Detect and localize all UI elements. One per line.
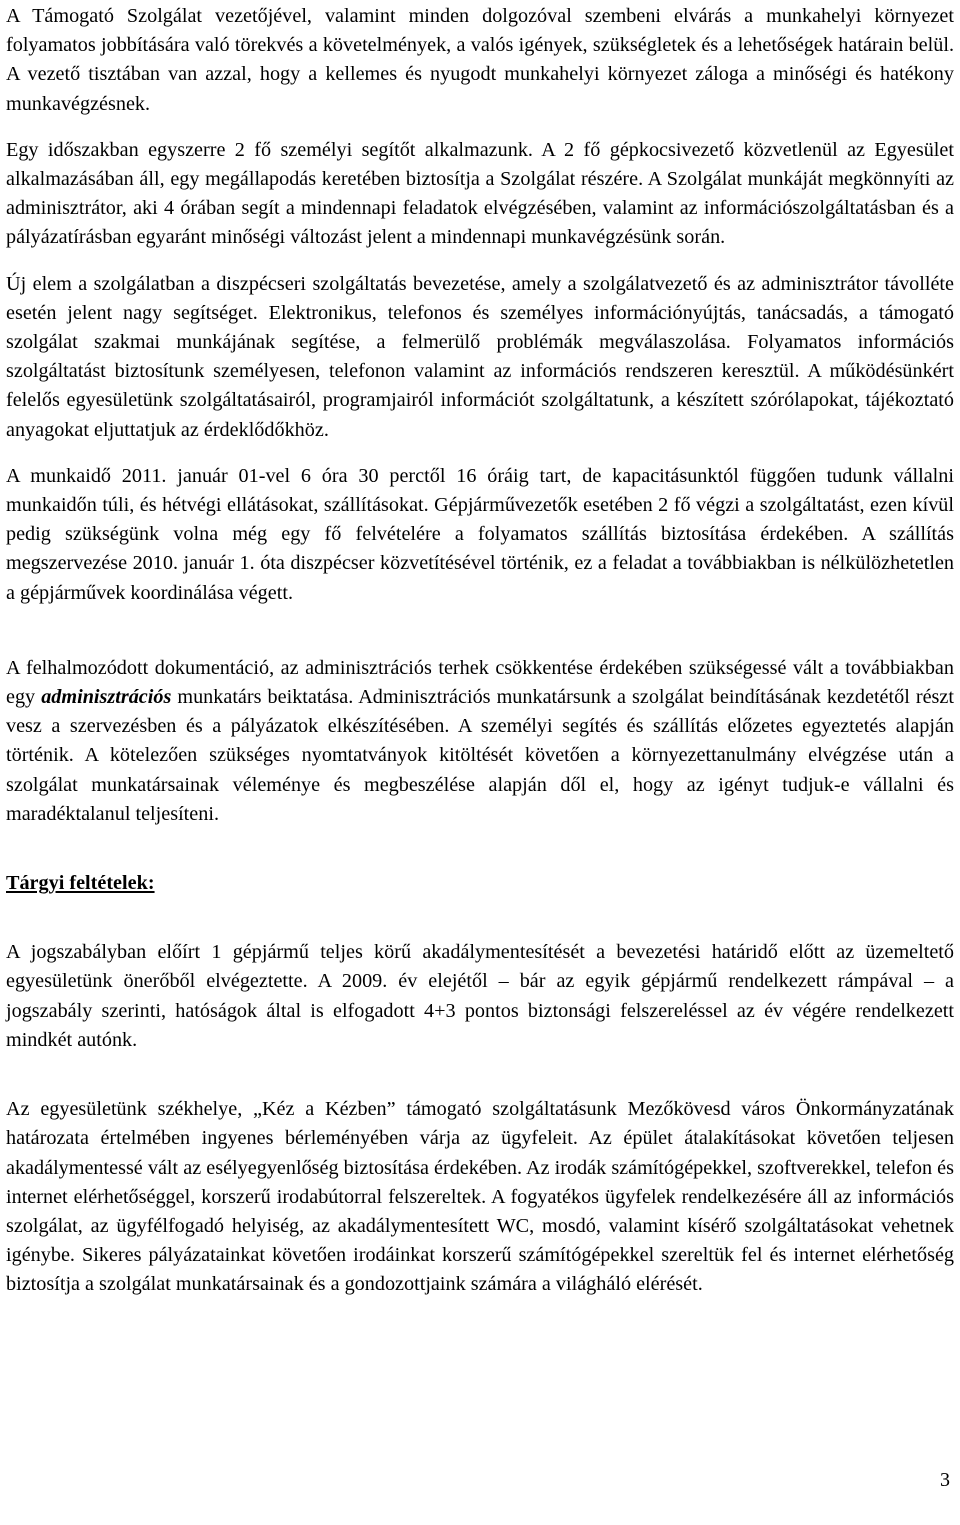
- paragraph-dispatcher-service: Új elem a szolgálatban a diszpécseri szolgáltatás bevezetése, amely a szolgálatvezető és az adminisztrátor távolléte esetén jelent nagy segítséget. Elektronikus, telefonos és személyes információnyújtás, tanácsadás, a támogató szolgálat szakmai munkájának segítése, a felmerülő problémák megválaszolása. Folyamatos információs szolgáltatást biztosítunk személyesen, telefonon valamint az információs rendszeren keresztül. A működésünkért felelős egyesületünk szolgáltatásairól, programjairól információt szolgáltatunk, a készített szórólapokat, tájékoztató anyagokat eljuttatjuk az érdeklődőkhöz.: [6, 272, 954, 441]
- paragraph-administration: [6, 654, 954, 829]
- paragraph-staff: Egy időszakban egyszerre 2 fő személyi segítőt alkalmazunk. A 2 fő gépkocsivezető közvetlenül az Egyesület alkalmazásában áll, egy megállapodás keretében biztosítja a Szolgálat részére. A Szolgálat munkáját megkönnyíti az adminisztrátor, aki 4 órában segít a mindennapi feladatok elvégzésében, valamint az információszolgáltatásban és a pályázatírásban egyaránt minőségi változást jelent a mindennapi munkavégzésünk során.: [6, 138, 954, 249]
- section-heading-material-conditions: Tárgyi feltételek:: [6, 872, 155, 895]
- paragraph-vehicle-accessibility: A jogszabályban előírt 1 gépjármű teljes körű akadálymentesítését a bevezetési határidő előtt az üzemeltető egyesületünk önerőből elvégeztette. A 2009. év elejétől – bár az egyik gépjármű rendelkezett rámpával – a jogszabály szerinti, hatóságok által is elfogadott 4+3 pontos biztonsági felszereléssel az év végére rendelkezett mindkét autónk.: [6, 941, 954, 1051]
- paragraph-administration-text-1: A felhalmozódott dokumentáció, az adminisztrációs terhek csökkentése érdekében szükségessé vált a továbbiakban egy: [6, 656, 954, 709]
- paragraph-working-hours: A munkaidő 2011. január 01-vel 6 óra 30 perctől 16 óráig tart, de kapacitásunktól függően tudunk vállalni munkaidőn túli, és hétvégi ellátásokat, szállításokat. Gépjárművezetők esetében 2 fő végzi a szolgáltatást, ezen kívül pedig szükségünk volna még egy fő felvételére a folyamatos szállítás biztosítása érdekében. A szállítás megszervezése 2010. január 1. óta diszpécser közvetítésével történik, ez a feladat a továbbiakban is nélkülözhetetlen a gépjárművek koordinálása végett.: [6, 464, 954, 604]
- paragraph-workplace-expectations: A Támogató Szolgálat vezetőjével, valamint minden dolgozóval szembeni elvárás a munkahelyi környezet folyamatos jobbítására való törekvés a követelmények, a valós igények, szükségletek és a lehetőségek határain belül. A vezető tisztában van azzal, hogy a kellemes és nyugodt munkahelyi környezet záloga a minőségi és hatékony munkavégzésnek.: [6, 5, 954, 115]
- paragraph-administration-text-2: munkatárs beiktatása. Adminisztrációs munkatársunk a szolgálat beindításának kezdetétől részt vesz a szervezésben és a pályázatok elkészítésében. A személyi segítés és szállítás előzetes egyeztetés alapján történik. A kötelezően szükséges nyomtatványok kitöltését követően a környezettanulmány elvégzése után a szolgálat munkatársainak véleménye és megbeszélése alapján dől el, hogy az igényt tudjuk-e vállalni és maradéktalanul teljesíteni.: [6, 686, 954, 825]
- document-page: [6, 0, 954, 1525]
- page-number: 3: [940, 1469, 950, 1491]
- emphasized-word: adminisztrációs: [41, 686, 172, 709]
- page-content: [6, 0, 954, 1300]
- paragraph-headquarters: Az egyesületünk székhelye, „Kéz a Kézben” támogató szolgáltatásunk Mezőkövesd város Önkormányzatának határozata értelmében ingyenes bérleményében várja az ügyfeleit. Az épület átalakításokat követően teljesen akadálymentessé vált az esélyegyenlőség biztosítása érdekében. Az irodák számítógépekkel, szoftverekkel, telefon és internet elérhetőséggel, korszerű irodabútorral felszereltek. A fogyatékos ügyfelek rendelkezésére áll az információs szolgálat, az ügyfélfogadó helyiség, az akadálymentesített WC, mosdó, valamint kísérő szolgáltatásokat vehetnek igénybe. Sikeres pályázatainkat követően irodáinkat korszerű számítógépekkel szereltük fel és internet elérhetőség biztosítja a szolgálat munkatársainak és a gondozottjaink számára a világháló elérését.: [6, 1098, 954, 1296]
